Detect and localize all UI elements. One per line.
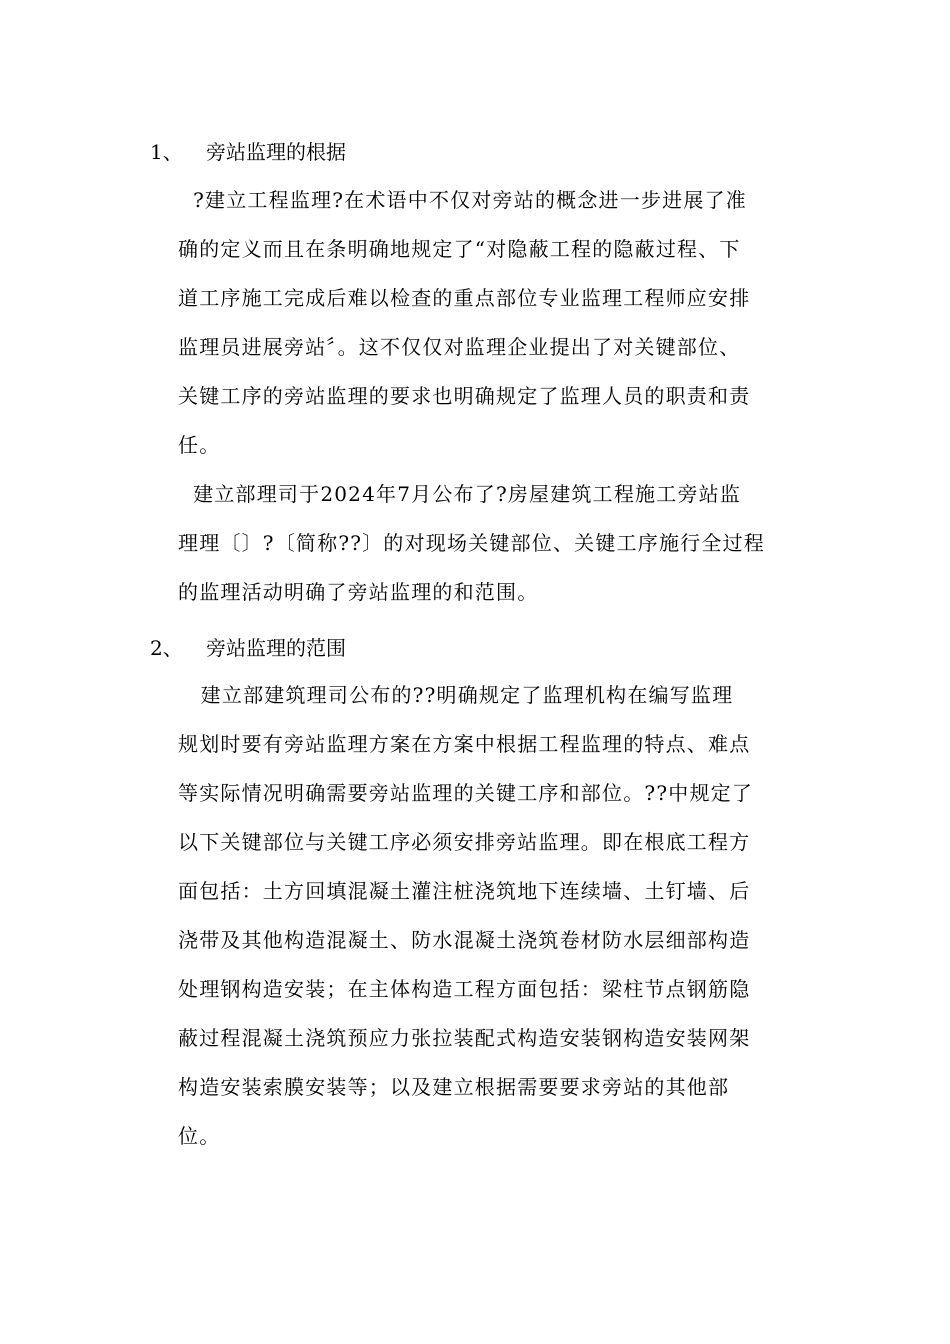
paragraph — [178, 470, 803, 617]
text-line: 等实际情况明确需要旁站监理的关键工序和部位。??中规定了 — [178, 781, 754, 805]
section-number: 2、 — [150, 636, 183, 660]
text-line: 构造安装索膜安装等；以及建立根据需要要求旁站的其他部 — [178, 1075, 730, 1099]
text-line: 关键工序的旁站监理的要求也明确规定了监理人员的职责和责 — [178, 384, 751, 408]
paragraph — [178, 671, 803, 1161]
section-title: 旁站监理的根据 — [206, 140, 346, 164]
text-line: 位。 — [178, 1124, 221, 1148]
text-line: 的监理活动明确了旁站监理的和范围。 — [178, 580, 539, 604]
text-line: 蔽过程混凝土浇筑预应力张拉装配式构造安装钢构造安装网架 — [178, 1026, 751, 1050]
text-line: ?建立工程监理?在术语中不仅对旁站的概念进一步进展了准 — [178, 188, 747, 212]
text-line: 任。 — [178, 433, 221, 457]
text-line: 规划时要有旁站监理方案在方案中根据工程监理的特点、难点 — [178, 732, 751, 756]
text-line: 以下关键部位与关键工序必须安排旁站监理。即在根底工程方 — [178, 830, 751, 854]
section-number: 1、 — [150, 140, 183, 164]
text-line: 建立部建筑理司公布的??明确规定了监理机构在编写监理 — [178, 683, 734, 707]
section-heading-1 — [150, 140, 346, 164]
text-line: 确的定义而且在条明确地规定了“对隐蔽工程的隐蔽过程、下 — [178, 237, 741, 261]
section-heading-2 — [150, 636, 346, 660]
text-line: 面包括：土方回填混凝土灌注桩浇筑地下连续墙、土钉墙、后 — [178, 879, 751, 903]
text-line: 理理〔〕?〔简称??〕的对现场关键部位、关键工序施行全过程 — [178, 531, 765, 555]
text-line: 处理钢构造安装；在主体构造工程方面包括：梁柱节点钢筋隐 — [178, 977, 751, 1001]
text-line: 建立部理司于2024年7月公布了?房屋建筑工程施工旁站监 — [178, 482, 742, 506]
section-title: 旁站监理的范围 — [206, 636, 346, 660]
text-line: 道工序施工完成后难以检查的重点部位专业监理工程师应安排 — [178, 286, 751, 310]
paragraph — [178, 176, 803, 470]
text-line: 监理员进展旁站〞。这不仅仅对监理企业提出了对关键部位、 — [178, 335, 741, 359]
text-line: 浇带及其他构造混凝土、防水混凝土浇筑卷材防水层细部构造 — [178, 928, 751, 952]
